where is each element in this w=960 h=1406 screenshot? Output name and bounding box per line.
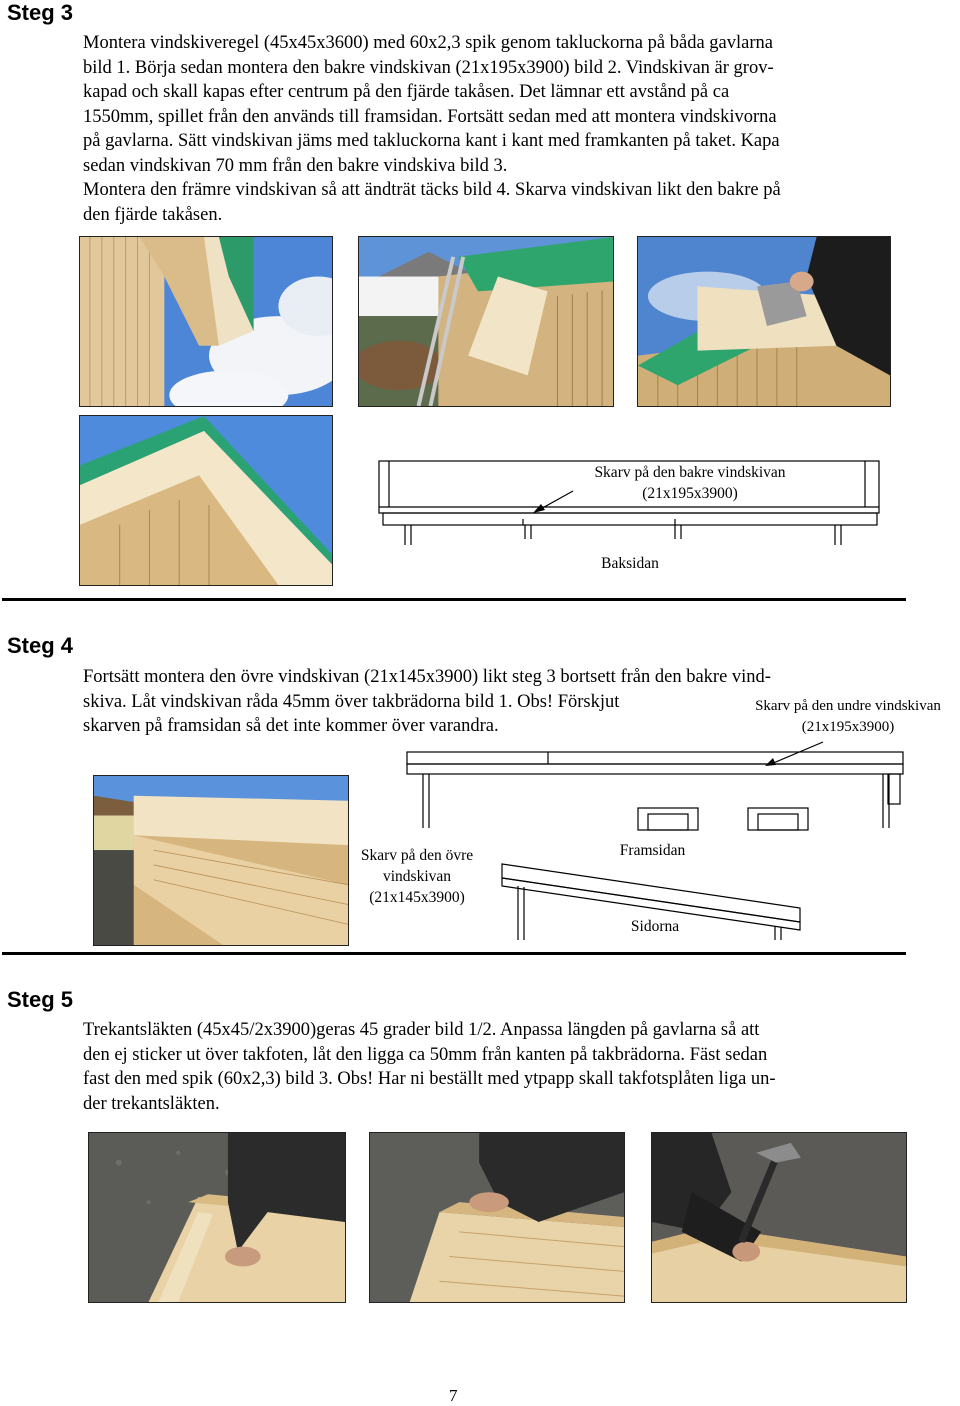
steg4-divider bbox=[2, 952, 906, 955]
steg3-text: Montera vindskiveregel (45x45x3600) med 60x2,3 spik genom takluckorna på båda gavlarna bild 1. Börja sedan montera den bakre vindskivan (21x195x3900) bild 2. Vindskivan är grov- kapad och skall kapas efter centrum på den fjärde takåsen. Det lämnar ett avstånd på ca 1550mm, spillet från den används till framsidan. Fortsätt sedan med att montera vindskivorna på gavlarna. Sätt vindskivan jäms med takluckorna kant i kant med framkanten på taket. Kapa sedan vindskivan 70 mm från den bakre vindskiva bild 3. Montera den främre vindskivan så att ändträt täcks bild 4. Skarva vindskivan likt den bakre på den fjärde takåsen. bbox=[83, 33, 781, 225]
steg5-heading: Steg 5 bbox=[7, 987, 74, 1012]
steg4-heading: Steg 4 bbox=[7, 633, 74, 658]
steg5-text: Trekantsläkten (45x45/2x3900)geras 45 grader bild 1/2. Anpassa längden på gavlarna så att den ej sticker ut över takfoten, låt den ligga ca 50mm från kanten på takbrädorna. Fäst sedan fast den med spik (60x2,3) bild 3. Obs! Har ni beställt med ytpapp skall takfotsplåten liga un- der trekantsläkten. bbox=[83, 1020, 776, 1114]
lower-joint-label: Skarv på den undre vindskivan (21x195x3900) bbox=[755, 698, 941, 735]
rear-joint-label: Skarv på den bakre vindskivan (21x195x3900) bbox=[594, 464, 786, 502]
steg3-heading: Steg 3 bbox=[7, 0, 74, 25]
steg5-photo-1 bbox=[88, 1132, 346, 1303]
rear-side-label: Baksidan bbox=[601, 555, 659, 572]
steg4-text: Fortsätt montera den övre vindskivan (21x145x3900) likt steg 3 bortsett från den bakre vind- skiva. Låt vindskivan råda 45mm över takbrädorna bild 1. Obs! Förskjut skarven på framsidan så det inte kommer över varandra. bbox=[83, 667, 771, 736]
steg5-photo-2 bbox=[369, 1132, 625, 1303]
steg3-divider bbox=[2, 598, 906, 601]
steg3-photo-4 bbox=[79, 415, 333, 586]
upper-joint-label: Skarv på den övre vindskivan (21x145x3900) bbox=[360, 847, 474, 906]
page-number: 7 bbox=[449, 1386, 458, 1405]
sides-label: Sidorna bbox=[630, 918, 680, 935]
steg5-photo-3 bbox=[651, 1132, 907, 1303]
steg4-lower-diagram bbox=[403, 738, 908, 833]
steg3-photo-3 bbox=[637, 236, 891, 407]
steg4-photo bbox=[93, 775, 349, 946]
steg3-photo-2 bbox=[358, 236, 614, 407]
front-side-label: Framsidan bbox=[619, 842, 686, 859]
steg3-photo-1 bbox=[79, 236, 333, 407]
